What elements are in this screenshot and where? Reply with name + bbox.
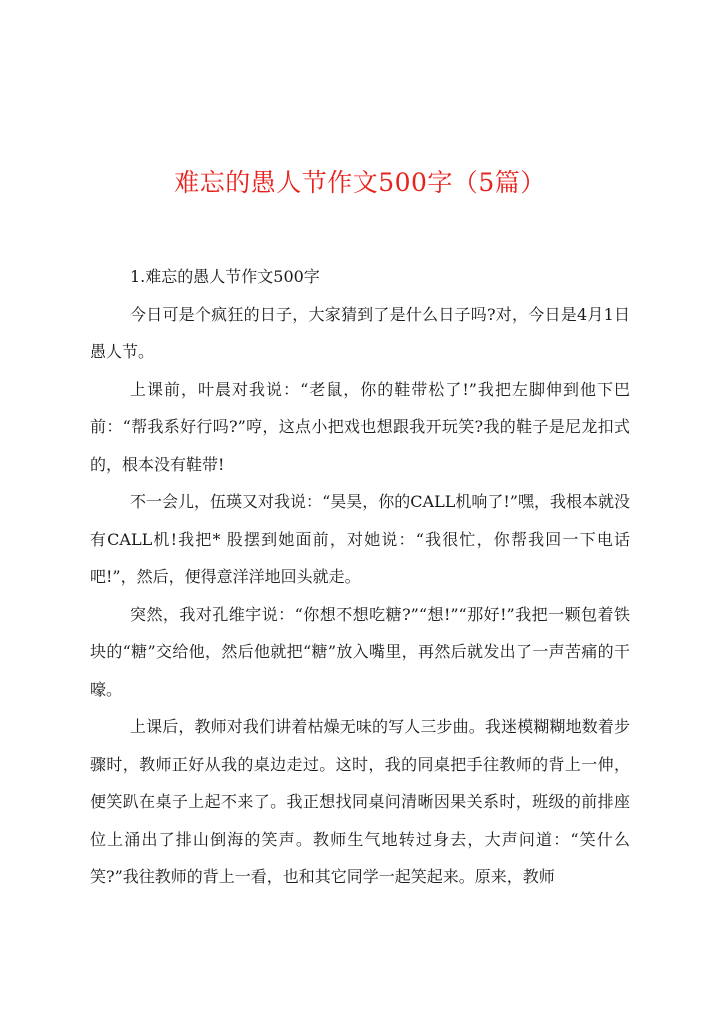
paragraph-3: 不一会儿，伍瑛又对我说：“昊昊，你的CALL机响了!”嘿，我根本就没有CALL机!我把* 股摆到她面前，对她说：“我很忙，你帮我回一下电话吧!”，然后，便得意洋洋地回头就走。 bbox=[90, 492, 630, 586]
paragraph-1: 今日可是个疯狂的日子，大家猜到了是什么日子吗?对，今日是4月1日愚人节。 bbox=[90, 304, 630, 361]
section-heading: 1.难忘的愚人节作文500字 bbox=[130, 267, 320, 286]
paragraph-4: 突然，我对孔维宇说：“你想不想吃糖?”“想!”“那好!”我把一颗包着铁块的“糖”交给他，然后他就把“糖”放入嘴里，再然后就发出了一声苦痛的干嚎。 bbox=[90, 604, 630, 699]
document-body bbox=[90, 258, 630, 896]
paragraph-5: 上课后，教师对我们讲着枯燥无味的写人三步曲。我迷模糊糊地数着步骤时，教师正好从我的桌边走过。这时，我的同桌把手往教师的背上一伸，便笑趴在桌子上起不来了。我正想找同桌问清晰因果关系时，班级的前排座位上涌出了排山倒海的笑声。教师生气地转过身去，大声问道：“笑什么笑?”我往教师的背上一看，也和其它同学一起笑起来。原来，教师 bbox=[90, 717, 630, 886]
document-title: 难忘的愚人节作文500字（5篇） bbox=[174, 167, 546, 197]
paragraph-2: 上课前，叶晨对我说：“老鼠，你的鞋带松了!”我把左脚伸到他下巴前：“帮我系好行吗?”哼，这点小把戏也想跟我开玩笑?我的鞋子是尼龙扣式的，根本没有鞋带! bbox=[90, 379, 630, 474]
